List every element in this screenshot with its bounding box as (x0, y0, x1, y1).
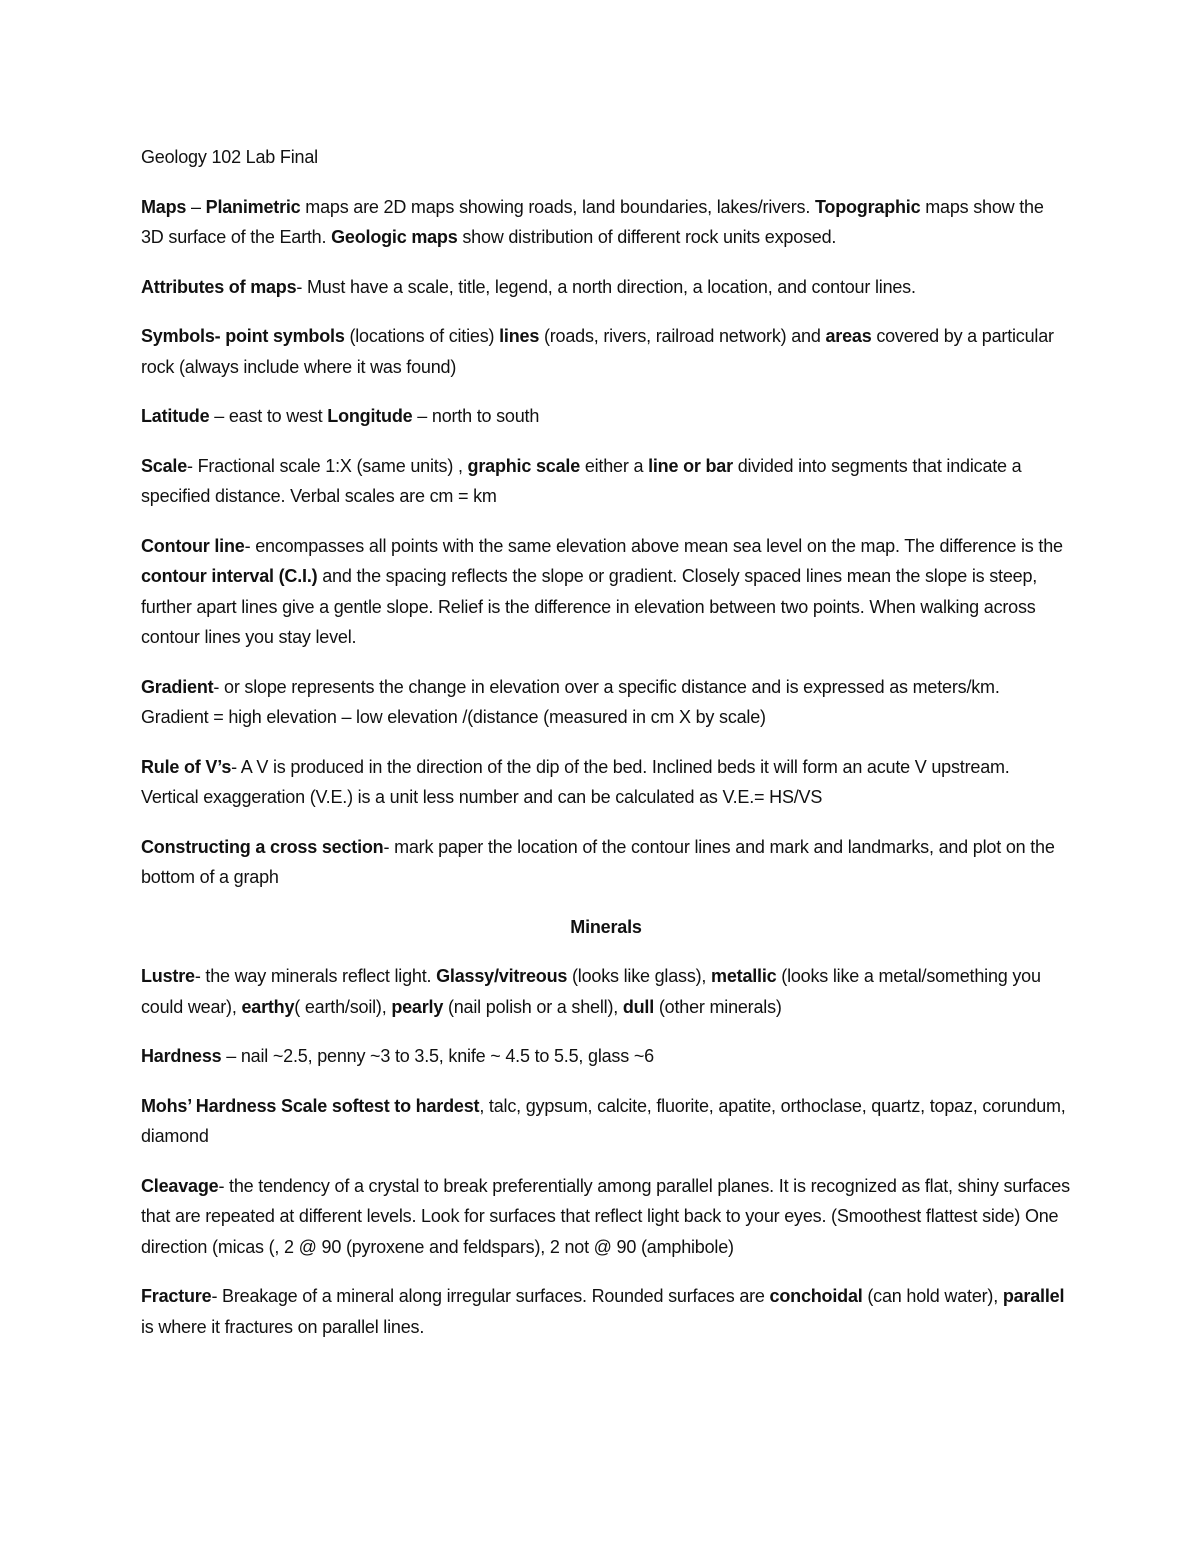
paragraph-text: maps show the 3D surface of the Earth. (141, 196, 1044, 247)
paragraph-text: - Breakage of a mineral along irregular surfaces. Rounded surfaces are (211, 1286, 770, 1306)
paragraph-text: (nail polish or a shell), (443, 996, 623, 1017)
paragraph-text: covered by a particular rock (always include where it was found) (141, 326, 1054, 377)
minerals-section (141, 961, 1071, 1342)
paragraph-text: (can hold water), (862, 1286, 1003, 1306)
paragraph-text: - A V is produced in the direction of the dip of the bed. Inclined beds it will form an acute V upstream. Vertical exaggeration (V.E.) is a unit less number and can be calculated as V.E.= HS/VS (141, 756, 1010, 807)
document-body (141, 142, 1071, 1361)
bold-term: Constructing a cross section (141, 836, 384, 857)
paragraph-cleavage (141, 1171, 1071, 1263)
paragraph-text: , talc, gypsum, calcite, fluorite, apatite, orthoclase, quartz, topaz, corundum, diamond (141, 1095, 1066, 1146)
bold-term: Scale (141, 455, 188, 476)
paragraph-text: (locations of cities) (344, 326, 500, 346)
paragraph-text: - Fractional scale 1:X (same units) , (187, 455, 468, 476)
paragraph-hardness (141, 1041, 1071, 1072)
paragraph-text: (roads, rivers, railroad network) and (539, 326, 826, 346)
paragraph-text: either a (580, 455, 649, 476)
bold-term: Glassy/vitreous (436, 966, 568, 986)
paragraph-text: - Must have a scale, title, legend, a north direction, a location, and contour lines. (296, 276, 916, 297)
paragraph-text: and the spacing reflects the slope or gradient. Closely spaced lines mean the slope is steep, further apart lines give a gentle slope. Relief is the difference in elevation between two points. When walking across contour lines you stay level. (141, 566, 1038, 647)
bold-term: contour interval (C.I.) (141, 566, 318, 586)
bold-term: dull (622, 996, 655, 1017)
paragraph-text: - the way minerals reflect light. (194, 966, 437, 986)
paragraph-symbols (141, 321, 1071, 382)
paragraph-text: - mark paper the location of the contour lines and mark and landmarks, and plot on the bottom of a graph (141, 836, 1055, 887)
paragraph-scale (141, 451, 1071, 512)
bold-term: Rule of V’s (141, 756, 232, 777)
bold-term: Symbols- point symbols (141, 326, 345, 346)
paragraph-latitude (141, 401, 1071, 432)
paragraph-text: is where it fractures on parallel lines. (141, 1316, 425, 1337)
bold-term: earthy (241, 996, 295, 1017)
bold-term: Longitude (327, 406, 413, 426)
paragraph-text: (looks like glass), (567, 966, 712, 986)
bold-term: Hardness (141, 1046, 222, 1066)
bold-term: Planimetric (205, 196, 301, 217)
bold-term: conchoidal (769, 1286, 863, 1306)
document-title: Geology 102 Lab Final (141, 147, 318, 167)
paragraph-text: ( earth/soil), (294, 996, 392, 1017)
bold-term: Lustre (141, 966, 195, 986)
paragraph-rule-of-vs (141, 752, 1071, 813)
paragraph-text: divided into segments that indicate a specified distance. Verbal scales are cm = km (141, 455, 1022, 506)
bold-term: parallel (1002, 1286, 1065, 1306)
paragraph-text: - the tendency of a crystal to break preferentially among parallel planes. It is recognized as flat, shiny surfaces that are repeated at different levels. Look for surfaces that reflect light back to your eyes. (Smoothest flattest side) One direction (micas (, 2 @ 90 (pyroxene and feldspars), 2 not @ 90 (amphibole) (141, 1175, 1070, 1257)
bold-term: areas (825, 326, 872, 346)
maps-section (141, 192, 1071, 893)
paragraph-text: show distribution of different rock units exposed. (457, 227, 837, 247)
bold-term: Topographic (814, 196, 921, 217)
bold-term: Maps (141, 196, 187, 217)
bold-term: lines (499, 326, 540, 346)
bold-term: Fracture (141, 1286, 212, 1306)
paragraph-cross-section (141, 832, 1071, 893)
bold-term: graphic scale (467, 455, 581, 476)
paragraph-text: – (186, 196, 206, 217)
minerals-heading: Minerals (570, 916, 642, 937)
paragraph-text: maps are 2D maps showing roads, land boundaries, lakes/rivers. (300, 196, 815, 217)
bold-term: Cleavage (141, 1175, 219, 1196)
paragraph-maps (141, 192, 1071, 253)
bold-term: line or bar (648, 455, 733, 476)
paragraph-text: – nail ~2.5, penny ~3 to 3.5, knife ~ 4.5 to 5.5, glass ~6 (221, 1046, 654, 1066)
bold-term: pearly (391, 996, 444, 1017)
paragraph-text: (other minerals) (654, 996, 782, 1017)
bold-term: Attributes of maps (141, 276, 297, 297)
paragraph-fracture (141, 1281, 1071, 1342)
paragraph-text: – north to south (412, 406, 540, 426)
paragraph-lustre (141, 961, 1071, 1022)
paragraph-text: - encompasses all points with the same elevation above mean sea level on the map. The difference is the (244, 535, 1063, 556)
bold-term: Latitude (141, 406, 210, 426)
bold-term: Mohs’ Hardness Scale softest to hardest (141, 1095, 480, 1116)
bold-term: Contour line (141, 535, 245, 556)
paragraph-text: – east to west (209, 406, 328, 426)
paragraph-text: (looks like a metal/something you could wear), (141, 966, 1041, 1017)
bold-term: Geologic maps (331, 227, 458, 247)
paragraph-attributes (141, 272, 1071, 303)
paragraph-mohs (141, 1091, 1071, 1152)
bold-term: Gradient (141, 676, 214, 697)
paragraph-gradient (141, 672, 1071, 733)
paragraph-text: - or slope represents the change in elevation over a specific distance and is expressed as meters/km. Gradient = high elevation – low elevation /(distance (measured in cm X by scale) (141, 676, 1000, 727)
paragraph-contour (141, 531, 1071, 653)
bold-term: metallic (711, 966, 777, 986)
